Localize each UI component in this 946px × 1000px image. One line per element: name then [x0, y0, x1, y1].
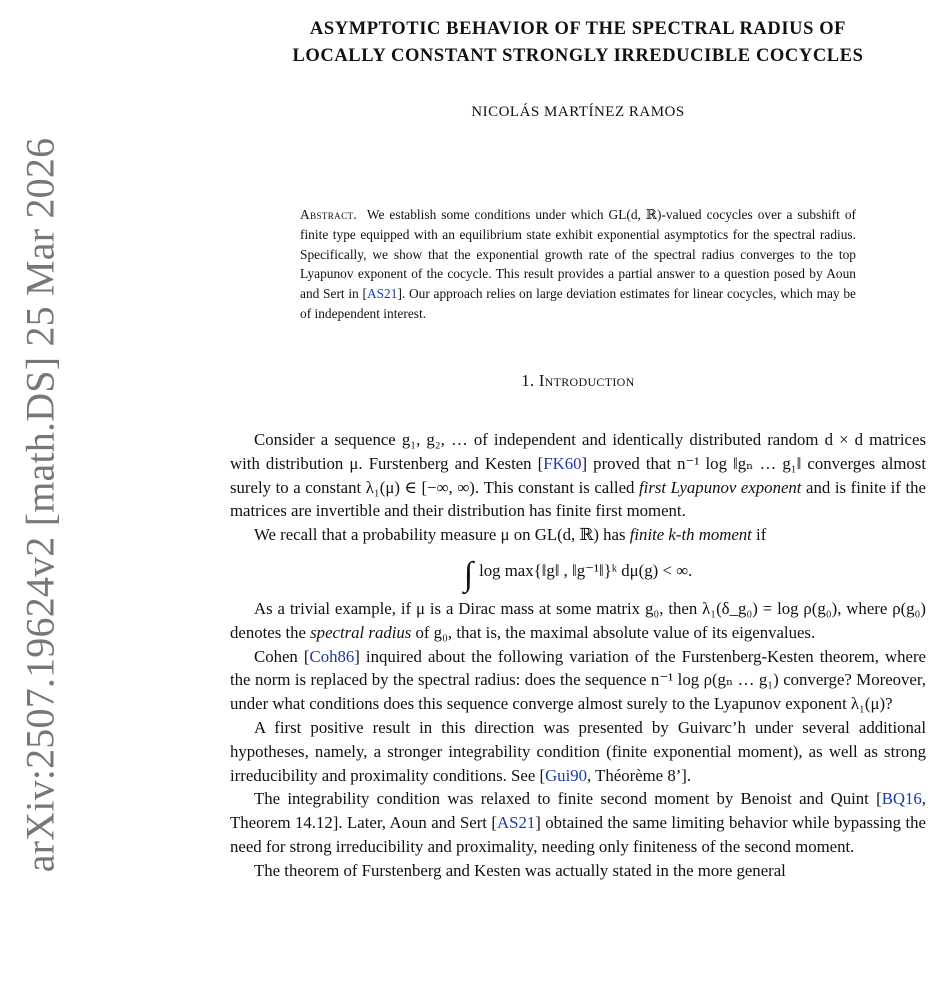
text-run: As a trivial example, if μ is a Dirac mass at some matrix g₀, then λ₁(δ_g₀) = log ρ(g₀), where ρ(g₀) denotes the [230, 598, 926, 642]
title-line-1: ASYMPTOTIC BEHAVIOR OF THE SPECTRAL RADIUS OF [309, 19, 847, 39]
emphasis: spectral radius [310, 622, 412, 642]
text-run: A first positive result in this direction was presented by Guivarc’h under several additional hypotheses, namely, a stronger integrability condition (finite exponential moment), as well as strong irreducibility and proximality conditions. See [ [230, 717, 926, 785]
display-formula [230, 555, 926, 593]
paragraph-6 [230, 787, 926, 858]
paragraph-4 [230, 645, 926, 716]
paragraph-1 [230, 428, 926, 523]
abstract-text-a: We establish some conditions under which GL(d, ℝ)-valued cocycles over a subshift of finite type equipped with an equilibrium state exhibit exponential asymptotics for the spectral radius. Specifically, we show that the exponential growth rate of the spectral radius converges to the top Lyapunov exponent of the cocycle. This result provides a partial answer to a question posed by Aoun and Sert in [ [300, 207, 856, 302]
paper-title [230, 16, 926, 70]
citation-link[interactable]: AS21 [497, 813, 536, 833]
title-line-2: LOCALLY CONSTANT STRONGLY IRREDUCIBLE COCYCLES [292, 46, 864, 66]
text-run: , Theorem 14.12]. Later, Aoun and Sert [ [230, 789, 926, 833]
paragraph-3 [230, 597, 926, 645]
paragraph-7: The theorem of Furstenberg and Kesten was actually stated in the more general [254, 860, 786, 880]
integral-sign-icon: ∫ [463, 555, 474, 593]
text-run: The integrability condition was relaxed to finite second moment by Benoist and Quint [ [254, 789, 882, 809]
paragraph-2 [230, 523, 926, 547]
text-run: if [751, 525, 767, 545]
citation-link[interactable]: Coh86 [309, 646, 355, 666]
text-run: Cohen [ [254, 646, 310, 666]
citation-link[interactable]: Gui90 [545, 765, 588, 785]
author-name: NICOLÁS MARTÍNEZ RAMOS [471, 104, 685, 120]
paragraph-5 [230, 716, 926, 787]
abstract [300, 205, 856, 324]
section-name: Introduction [538, 371, 635, 390]
text-run: We recall that a probability measure μ on GL(d, ℝ) has [254, 525, 630, 545]
emphasis: finite k-th moment [629, 525, 752, 545]
text-run: of g₀, that is, the maximal absolute value of its eigenvalues. [411, 622, 816, 642]
text-run: ] proved that n⁻¹ log ‖gₙ … g₁‖ converges almost surely to a constant λ₁(μ) ∈ [−∞, ∞). This constant is called [230, 453, 926, 497]
citation-link[interactable]: AS21 [366, 286, 398, 302]
text-run: Consider a sequence g₁, g₂, … of independent and identically distributed random d × d matrices with distribution μ. Furstenberg and Kesten [ [230, 430, 926, 473]
text-run: ] obtained the same limiting behavior while bypassing the need for strong irreducibility and proximality, needing only finiteness of the second moment. [230, 813, 927, 856]
text-run: ] inquired about the following variation of the Furstenberg-Kesten theorem, where the norm is replaced by the spectral radius: does the sequence n⁻¹ log ρ(gₙ … g₁) converge? Moreover, under what conditions does this sequence converge almost surely to the Lyapunov exponent λ₁(μ)? [230, 646, 926, 714]
abstract-text-b: ]. Our approach relies on large deviation estimates for linear cocycles, which may be of independent interest. [300, 286, 856, 321]
section-number: 1. [521, 371, 535, 390]
body-text [230, 428, 926, 883]
emphasis: first Lyapunov exponent [639, 477, 802, 497]
abstract-label: Abstract. [300, 207, 358, 222]
arxiv-sidebar [0, 0, 80, 1000]
citation-link[interactable]: BQ16 [881, 789, 922, 809]
formula-text: log max{‖g‖ , ‖g⁻¹‖}ᵏ dμ(g) < ∞. [479, 560, 693, 580]
section-heading [230, 371, 926, 391]
text-run: and is finite if the matrices are invertible and their distribution has finite first moment. [230, 477, 926, 521]
arxiv-identifier: arXiv:2507.19624v2 [math.DS] 25 Mar 2026 [17, 137, 63, 873]
text-run: , Théorème 8’]. [587, 765, 692, 785]
citation-link[interactable]: FK60 [543, 453, 582, 473]
